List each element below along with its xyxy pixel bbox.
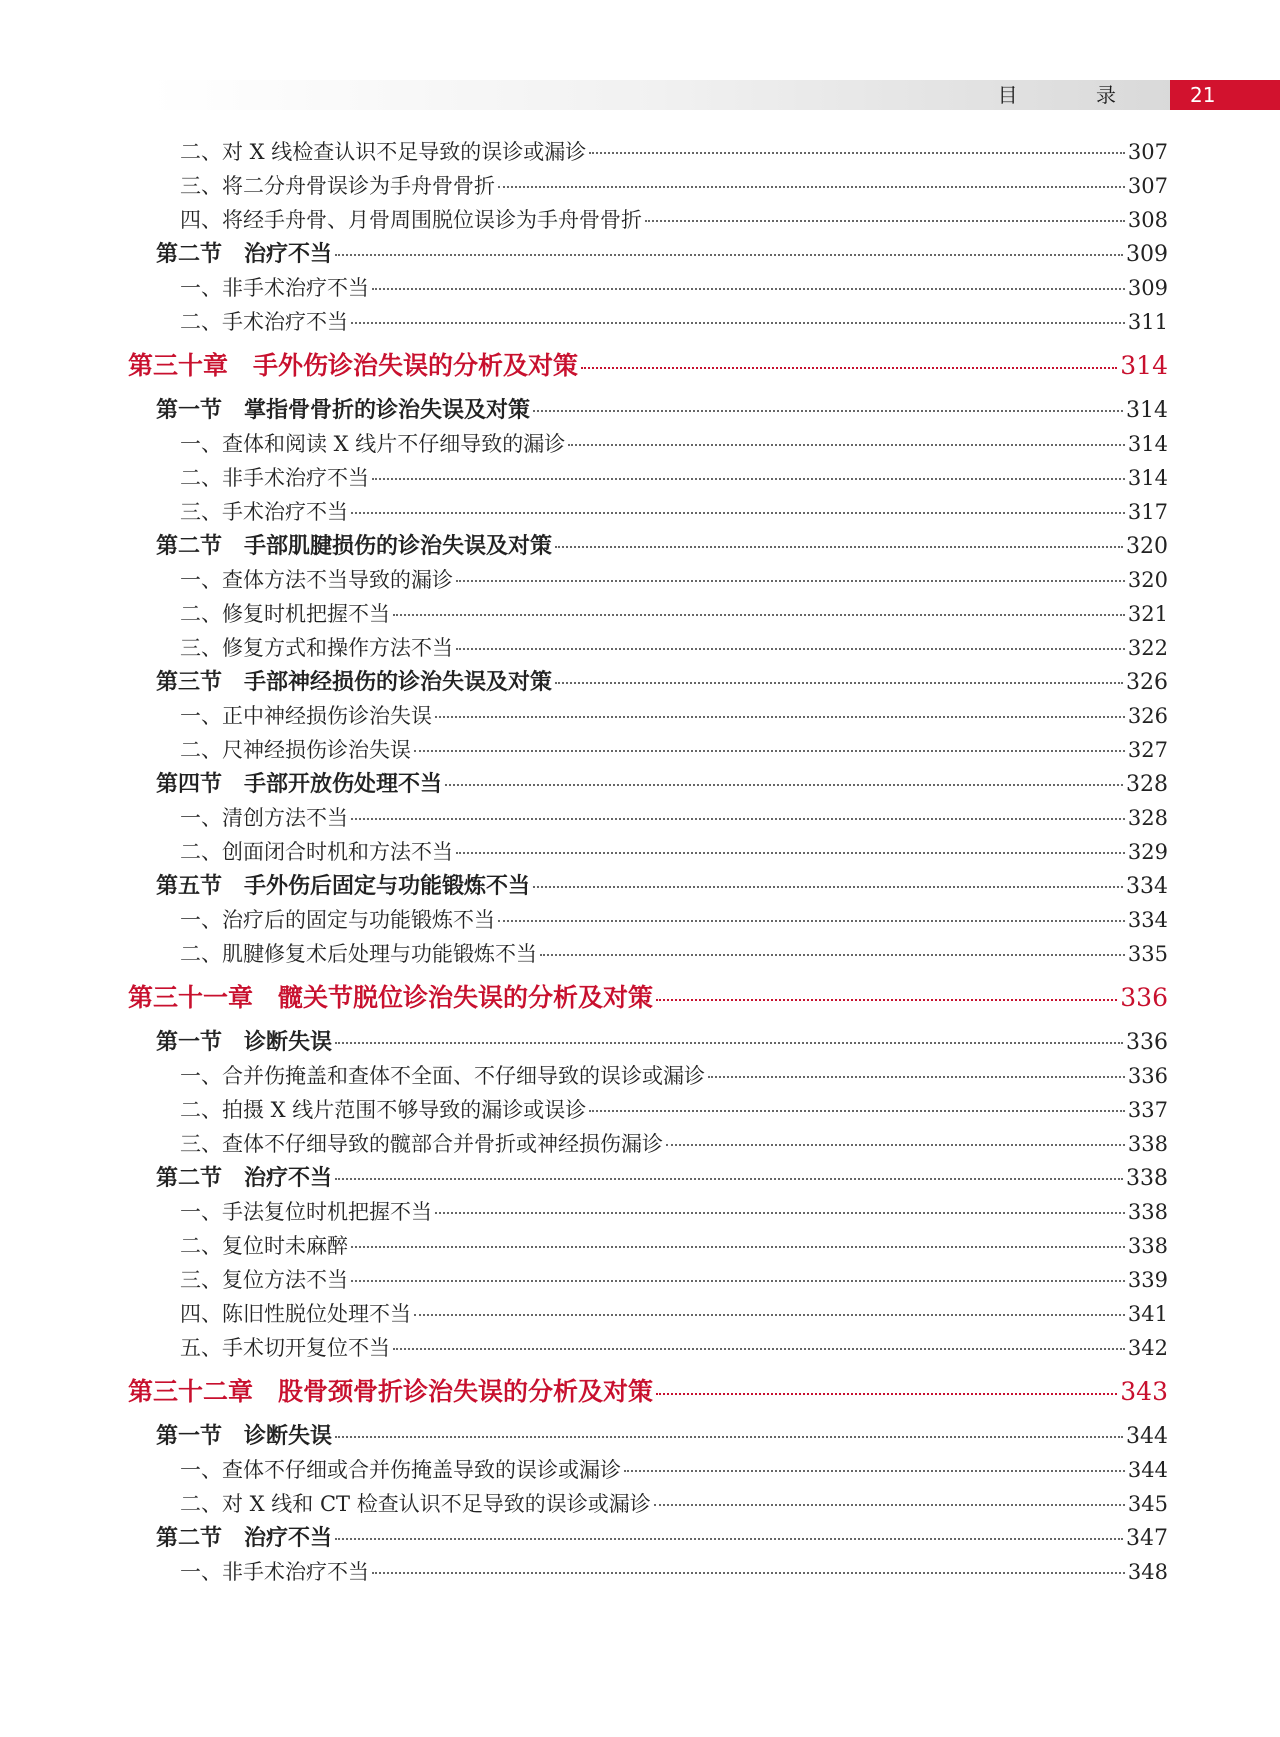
toc-entry-title: 第三十章 手外伤诊治失误的分析及对策 (128, 351, 579, 380)
toc-entry-title: 四、陈旧性脱位处理不当 (180, 1302, 411, 1326)
dot-leader (372, 288, 1125, 290)
dot-leader (351, 1280, 1125, 1282)
toc-item[interactable] (128, 1297, 1168, 1331)
toc-entry-page: 336 (1126, 1030, 1168, 1055)
dot-leader (666, 1144, 1125, 1146)
toc-section[interactable] (128, 869, 1168, 903)
dot-leader (645, 220, 1125, 222)
toc-entry-title: 一、查体方法不当导致的漏诊 (180, 568, 453, 592)
toc-entry-page: 338 (1127, 1234, 1168, 1258)
toc-item[interactable] (128, 1195, 1168, 1229)
toc-entry-title: 二、对 X 线检查认识不足导致的误诊或漏诊 (180, 140, 587, 164)
toc-entry-title: 二、手术治疗不当 (180, 310, 348, 334)
dot-leader (654, 1504, 1125, 1506)
dot-leader (498, 186, 1125, 188)
toc-entry-title: 三、手术治疗不当 (180, 500, 348, 524)
dot-leader (456, 580, 1125, 582)
toc-entry-page: 328 (1126, 772, 1168, 797)
toc-chapter[interactable] (128, 979, 1168, 1017)
dot-leader (372, 1572, 1125, 1574)
toc-section[interactable] (128, 237, 1168, 271)
toc-entry-page: 336 (1127, 1064, 1168, 1088)
dot-leader (533, 886, 1123, 888)
toc-entry-page: 342 (1127, 1336, 1168, 1360)
toc-entry-page: 314 (1120, 351, 1168, 380)
toc-entry-page: 338 (1127, 1132, 1168, 1156)
toc-item[interactable] (128, 835, 1168, 869)
toc-item[interactable] (128, 203, 1168, 237)
table-of-contents (128, 135, 1168, 1589)
dot-leader (589, 152, 1125, 154)
dot-leader (435, 716, 1125, 718)
toc-entry-page: 334 (1126, 874, 1168, 899)
toc-entry-page: 320 (1126, 534, 1168, 559)
toc-entry-title: 二、尺神经损伤诊治失误 (180, 738, 411, 762)
toc-item[interactable] (128, 631, 1168, 665)
toc-entry-page: 335 (1127, 942, 1168, 966)
toc-entry-title: 第二节 手部肌腱损伤的诊治失误及对策 (156, 533, 553, 559)
toc-section[interactable] (128, 665, 1168, 699)
dot-leader (335, 1042, 1123, 1044)
toc-item[interactable] (128, 903, 1168, 937)
toc-entry-title: 第五节 手外伤后固定与功能锻炼不当 (156, 873, 531, 899)
toc-entry-page: 326 (1127, 704, 1168, 728)
toc-section[interactable] (128, 529, 1168, 563)
toc-item[interactable] (128, 1093, 1168, 1127)
toc-entry-title: 二、复位时未麻醉 (180, 1234, 348, 1258)
toc-entry-page: 326 (1126, 670, 1168, 695)
toc-entry-title: 三、修复方式和操作方法不当 (180, 636, 453, 660)
toc-section[interactable] (128, 393, 1168, 427)
dot-leader (335, 1436, 1123, 1438)
toc-entry-title: 一、治疗后的固定与功能锻炼不当 (180, 908, 495, 932)
toc-item[interactable] (128, 495, 1168, 529)
dot-leader (335, 1538, 1123, 1540)
toc-entry-page: 329 (1127, 840, 1168, 864)
page-header (150, 80, 1280, 110)
page-number-badge: 21 (1170, 80, 1280, 110)
toc-entry-title: 一、非手术治疗不当 (180, 276, 369, 300)
toc-entry-page: 320 (1127, 568, 1168, 592)
toc-entry-page: 314 (1126, 398, 1168, 423)
dot-leader (393, 614, 1125, 616)
toc-entry-title: 第三节 手部神经损伤的诊治失误及对策 (156, 669, 553, 695)
toc-entry-page: 337 (1127, 1098, 1168, 1122)
toc-entry-page: 341 (1127, 1302, 1168, 1326)
toc-entry-title: 第二节 治疗不当 (156, 1165, 333, 1191)
dot-leader (372, 478, 1125, 480)
dot-leader (656, 1393, 1117, 1395)
toc-item[interactable] (128, 461, 1168, 495)
toc-section[interactable] (128, 1521, 1168, 1555)
toc-section[interactable] (128, 767, 1168, 801)
toc-entry-page: 322 (1127, 636, 1168, 660)
toc-entry-page: 308 (1127, 208, 1168, 232)
toc-entry-page: 328 (1127, 806, 1168, 830)
toc-item[interactable] (128, 1453, 1168, 1487)
dot-leader (456, 852, 1125, 854)
toc-entry-page: 344 (1127, 1458, 1168, 1482)
toc-entry-page: 338 (1126, 1166, 1168, 1191)
dot-leader (581, 367, 1117, 369)
toc-item[interactable] (128, 1263, 1168, 1297)
dot-leader (414, 1314, 1125, 1316)
dot-leader (414, 750, 1125, 752)
toc-entry-title: 一、非手术治疗不当 (180, 1560, 369, 1584)
toc-entry-title: 五、手术切开复位不当 (180, 1336, 390, 1360)
toc-entry-title: 第一节 诊断失误 (156, 1423, 333, 1449)
toc-entry-page: 343 (1120, 1377, 1168, 1406)
dot-leader (351, 1246, 1125, 1248)
toc-entry-title: 第一节 掌指骨骨折的诊治失误及对策 (156, 397, 531, 423)
toc-entry-page: 347 (1126, 1526, 1168, 1551)
dot-leader (393, 1348, 1125, 1350)
toc-section[interactable] (128, 1419, 1168, 1453)
toc-entry-title: 一、查体不仔细或合并伤掩盖导致的误诊或漏诊 (180, 1458, 621, 1482)
dot-leader (351, 818, 1125, 820)
toc-entry-page: 314 (1127, 432, 1168, 456)
toc-item[interactable] (128, 597, 1168, 631)
dot-leader (498, 920, 1125, 922)
toc-entry-title: 三、将二分舟骨误诊为手舟骨骨折 (180, 174, 495, 198)
toc-item[interactable] (128, 1331, 1168, 1365)
toc-entry-page: 334 (1127, 908, 1168, 932)
dot-leader (435, 1212, 1125, 1214)
toc-entry-title: 二、非手术治疗不当 (180, 466, 369, 490)
toc-chapter[interactable] (128, 347, 1168, 385)
toc-entry-page: 338 (1127, 1200, 1168, 1224)
toc-item[interactable] (128, 169, 1168, 203)
toc-entry-title: 二、创面闭合时机和方法不当 (180, 840, 453, 864)
toc-entry-title: 一、清创方法不当 (180, 806, 348, 830)
toc-entry-page: 311 (1127, 310, 1168, 334)
toc-entry-title: 一、正中神经损伤诊治失误 (180, 704, 432, 728)
toc-entry-title: 一、查体和阅读 X 线片不仔细导致的漏诊 (180, 432, 566, 456)
toc-section[interactable] (128, 1161, 1168, 1195)
toc-entry-title: 第三十一章 髋关节脱位诊治失误的分析及对策 (128, 983, 654, 1012)
toc-entry-page: 307 (1127, 174, 1168, 198)
toc-entry-page: 321 (1127, 602, 1168, 626)
toc-item[interactable] (128, 1229, 1168, 1263)
toc-item[interactable] (128, 1487, 1168, 1521)
toc-section[interactable] (128, 1025, 1168, 1059)
dot-leader (533, 410, 1123, 412)
toc-entry-title: 第三十二章 股骨颈骨折诊治失误的分析及对策 (128, 1377, 654, 1406)
toc-entry-title: 第二节 治疗不当 (156, 1525, 333, 1551)
toc-entry-page: 317 (1127, 500, 1168, 524)
dot-leader (351, 322, 1125, 324)
toc-entry-title: 第四节 手部开放伤处理不当 (156, 771, 443, 797)
dot-leader (555, 682, 1123, 684)
toc-entry-page: 348 (1127, 1560, 1168, 1584)
dot-leader (589, 1110, 1125, 1112)
toc-entry-page: 314 (1127, 466, 1168, 490)
dot-leader (456, 648, 1125, 650)
toc-item[interactable] (128, 135, 1168, 169)
toc-entry-title: 二、拍摄 X 线片范围不够导致的漏诊或误诊 (180, 1098, 587, 1122)
toc-item[interactable] (128, 801, 1168, 835)
toc-entry-page: 327 (1127, 738, 1168, 762)
dot-leader (656, 999, 1117, 1001)
toc-entry-title: 第二节 治疗不当 (156, 241, 333, 267)
toc-entry-title: 三、复位方法不当 (180, 1268, 348, 1292)
dot-leader (335, 254, 1123, 256)
dot-leader (624, 1470, 1125, 1472)
toc-item[interactable] (128, 563, 1168, 597)
toc-item[interactable] (128, 733, 1168, 767)
toc-entry-title: 四、将经手舟骨、月骨周围脱位误诊为手舟骨骨折 (180, 208, 642, 232)
dot-leader (708, 1076, 1125, 1078)
toc-entry-title: 一、手法复位时机把握不当 (180, 1200, 432, 1224)
toc-item[interactable] (128, 1059, 1168, 1093)
toc-entry-title: 第一节 诊断失误 (156, 1029, 333, 1055)
toc-entry-page: 309 (1127, 276, 1168, 300)
dot-leader (540, 954, 1125, 956)
toc-entry-page: 336 (1120, 983, 1168, 1012)
toc-item[interactable] (128, 305, 1168, 339)
toc-entry-page: 339 (1127, 1268, 1168, 1292)
toc-entry-title: 二、对 X 线和 CT 检查认识不足导致的误诊或漏诊 (180, 1492, 651, 1516)
dot-leader (351, 512, 1125, 514)
dot-leader (555, 546, 1123, 548)
toc-item[interactable] (128, 1127, 1168, 1161)
toc-item[interactable] (128, 937, 1168, 971)
toc-entry-page: 307 (1127, 140, 1168, 164)
header-title: 目 录 (997, 83, 1152, 107)
toc-entry-title: 二、修复时机把握不当 (180, 602, 390, 626)
toc-item[interactable] (128, 427, 1168, 461)
toc-item[interactable] (128, 271, 1168, 305)
dot-leader (445, 784, 1123, 786)
toc-entry-page: 344 (1126, 1424, 1168, 1449)
toc-entry-title: 一、合并伤掩盖和查体不全面、不仔细导致的误诊或漏诊 (180, 1064, 705, 1088)
toc-entry-page: 345 (1127, 1492, 1168, 1516)
toc-entry-page: 309 (1126, 242, 1168, 267)
toc-entry-title: 三、查体不仔细导致的髋部合并骨折或神经损伤漏诊 (180, 1132, 663, 1156)
toc-item[interactable] (128, 699, 1168, 733)
dot-leader (568, 444, 1125, 446)
dot-leader (335, 1178, 1123, 1180)
toc-entry-title: 二、肌腱修复术后处理与功能锻炼不当 (180, 942, 537, 966)
toc-chapter[interactable] (128, 1373, 1168, 1411)
toc-item[interactable] (128, 1555, 1168, 1589)
